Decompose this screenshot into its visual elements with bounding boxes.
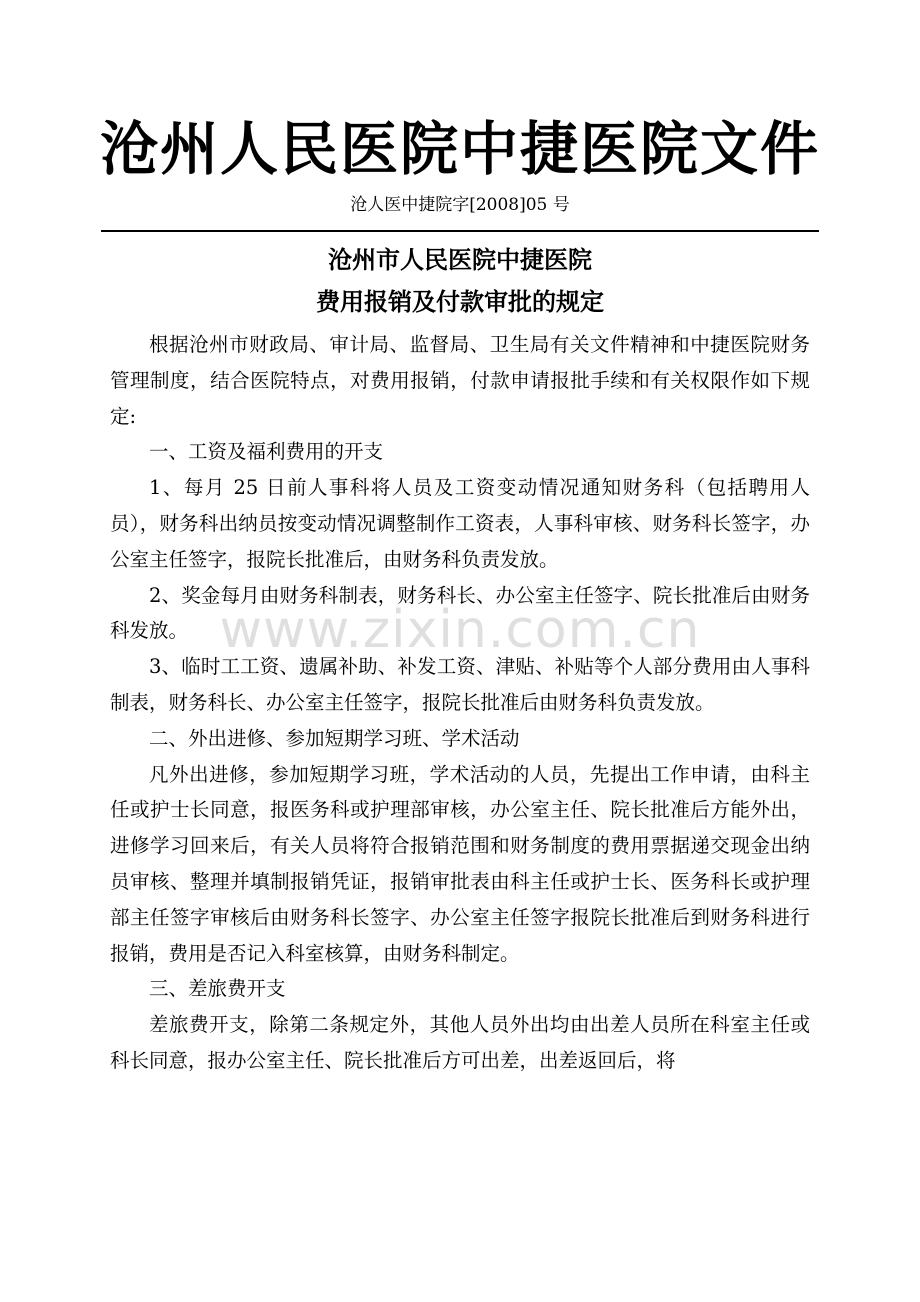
paragraph-2: 凡外出进修，参加短期学习班，学术活动的人员，先提出工作申请，由科主任或护士长同意，报医务科或护理部审核，办公室主任、院长批准后方能外出，进修学习回来后，有关人员将符合报销范围和财务制度的费用票据递交现金出纳员审核、整理并填制报销凭证，报销审批表由科主任或护士长、医务科长或护理部主任签字审核后由财务科长签字、办公室主任签字报院长批准后到财务科进行报销，费用是否记入科室核算，由财务科制定。 — [110, 762, 810, 965]
document-number: 沧人医中捷院字[2008]05 号 — [350, 195, 570, 215]
paragraph-3: 差旅费开支，除第二条规定外，其他人员外出均由出差人员所在科室主任或科长同意，报办公室主任、院长批准后方可出差，出差返回后，将 — [110, 1013, 810, 1072]
paragraph-1-3: 3、临时工工资、遗属补助、补发工资、津贴、补贴等个人部分费用由人事科制表，财务科长、办公室主任签字，报院长批准后由财务科负责发放。 — [110, 655, 810, 714]
paragraph-intro: 根据沧州市财政局、审计局、监督局、卫生局有关文件精神和中捷医院财务管理制度，结合医院特点，对费用报销，付款申请报批手续和有关权限作如下规定: — [110, 333, 810, 428]
document-body — [110, 327, 810, 1079]
regulation-heading-line1: 沧州市人民医院中捷医院 — [328, 245, 592, 274]
document-title: 沧州人民医院中捷医院文件 — [99, 115, 820, 183]
paragraph-1-1: 1、每月 25 日前人事科将人员及工资变动情况通知财务科（包括聘用人员），财务科出纳员按变动情况调整制作工资表，人事科审核、财务科长签字，办公室主任签字，报院长批准后，由财务科负责发放。 — [110, 476, 810, 571]
paragraph-1-2: 2、奖金每月由财务科制表，财务科长、办公室主任签字、院长批准后由财务科发放。 — [110, 583, 810, 643]
section-heading-2: 二、外出进修、参加短期学习班、学术活动 — [149, 726, 520, 750]
header-divider — [101, 230, 819, 232]
section-heading-3: 三、差旅费开支 — [149, 977, 286, 1001]
section-heading-1: 一、工资及福利费用的开支 — [149, 440, 384, 464]
regulation-heading-line2: 费用报销及付款审批的规定 — [316, 287, 604, 316]
watermark: www.zixin.com.cn — [219, 600, 701, 660]
